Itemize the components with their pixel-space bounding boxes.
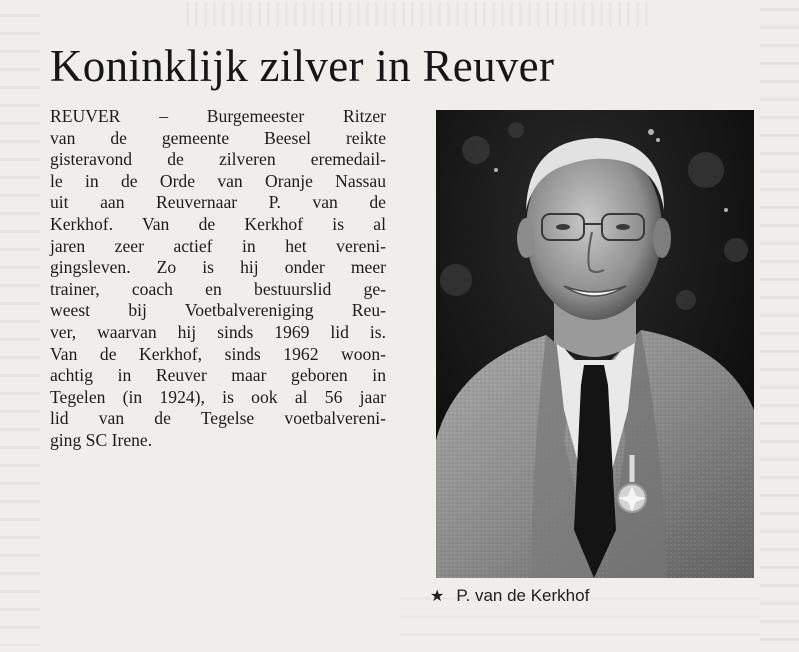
article-line: van de gemeente Beesel reikte — [50, 127, 386, 148]
photo-caption — [430, 586, 589, 606]
article-line: gingsleven. Zo is hij onder meer — [50, 257, 386, 278]
article-line: ver, waarvan hij sinds 1969 lid is. — [50, 321, 386, 342]
article-line: trainer, coach en bestuurslid ge- — [50, 278, 386, 299]
article-body — [50, 106, 386, 452]
article-line: lid van de Tegelse voetbalvereni- — [50, 408, 386, 429]
article-line: Kerkhof. Van de Kerkhof is al — [50, 213, 386, 234]
article-line: REUVER – Burgemeester Ritzer — [50, 106, 386, 126]
portrait-photo — [436, 110, 754, 578]
article-line: Tegelen (in 1924), is ook al 56 jaar — [50, 386, 386, 407]
article-line: uit aan Reuvernaar P. van de — [50, 192, 386, 213]
article-line: Van de Kerkhof, sinds 1962 woon- — [50, 343, 386, 364]
article-line: gisteravond de zilveren eremedail- — [50, 149, 386, 170]
article-line: ging SC Irene. — [50, 429, 153, 450]
article-line: achtig in Reuver maar geboren in — [50, 365, 386, 386]
article-line: weest bij Voetbalvereniging Reu- — [50, 300, 386, 321]
portrait-photo-icon — [436, 110, 754, 578]
star-icon: ★ — [430, 588, 445, 605]
headline: Koninklijk zilver in Reuver — [50, 41, 555, 91]
article-line: jaren zeer actief in het vereni- — [50, 235, 386, 256]
caption-text: P. van de Kerkhof — [456, 586, 590, 605]
article-line: le in de Orde van Oranje Nassau — [50, 170, 386, 191]
